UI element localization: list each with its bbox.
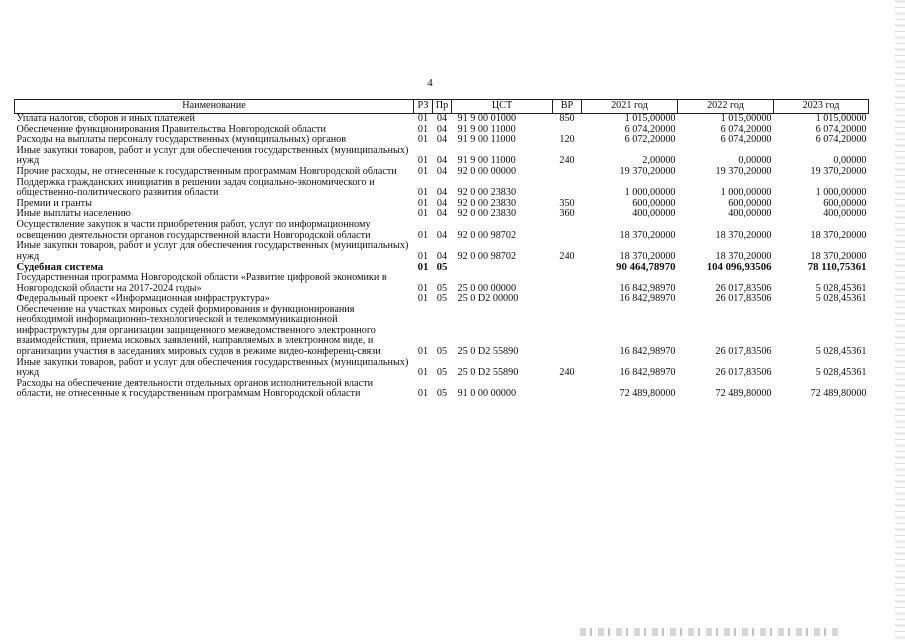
row-cst: 92 0 00 23830 (457, 197, 517, 209)
row-2021: 72 489,80000 (619, 388, 676, 400)
row-2023: 400,00000 (823, 208, 867, 220)
row-2021: 90 464,78970 (616, 261, 676, 274)
row-name: Судебная система (16, 261, 104, 274)
row-rz: 01 (417, 123, 429, 135)
row-vr: 350 (559, 197, 575, 209)
row-2023: 5 028,45361 (815, 367, 867, 379)
row-rz: 01 (417, 250, 429, 262)
table-row (15, 220, 869, 241)
row-pr: 05 (436, 282, 448, 294)
row-2022: 6 074,20000 (720, 134, 772, 146)
row-vr (553, 178, 582, 199)
row-pr: 05 (436, 346, 448, 358)
row-cst: 25 0 D2 55890 (457, 367, 519, 379)
row-vr (553, 379, 582, 400)
row-name: Расходы на выплаты персоналу государственных (муниципальных) органов (16, 134, 347, 146)
row-pr: 04 (436, 113, 448, 124)
page-number: 4 (427, 77, 433, 89)
row-rz: 01 (417, 388, 429, 400)
row-2023: 18 370,20000 (810, 250, 867, 262)
row-name: Осуществление закупок в части приобретения работ, услуг по информационному освещению деятельности органов государственной власти Новгородской области (16, 218, 371, 241)
table-row (15, 305, 869, 358)
row-name: Обеспечение на участках мировых судей формирования и функционирования необходимой информационно-технологической и телекоммуникационной инфраструктуры для организации защищенного межведомственного электронного взаимодействия, приема исковых заявлений, направляемых в электронном виде, и организации участия в заседаниях мировых судов в режиме видео-конференц-связи (16, 303, 381, 358)
row-vr (553, 305, 582, 358)
table-body (15, 114, 869, 401)
budget-table (14, 99, 869, 400)
table-row (15, 146, 869, 167)
row-cst: 92 0 00 23830 (457, 187, 517, 199)
header-2021: 2021 год (582, 100, 678, 114)
row-2023: 6 074,20000 (815, 134, 867, 146)
row-2023: 5 028,45361 (815, 346, 867, 358)
row-name: Обеспечение функционирования Правительства Новгородской области (16, 123, 326, 135)
row-rz: 01 (417, 165, 429, 177)
row-2023: 5 028,45361 (815, 282, 867, 294)
row-2023: 5 028,45361 (815, 293, 867, 305)
row-2022: 26 017,83506 (715, 367, 772, 379)
row-name: Федеральный проект «Информационная инфраструктура» (16, 293, 270, 305)
row-2022: 1 000,00000 (720, 187, 772, 199)
header-pr: Пр (433, 100, 452, 114)
row-2021: 16 842,98970 (619, 346, 676, 358)
row-vr (553, 273, 582, 294)
row-rz: 01 (417, 113, 429, 124)
row-2023: 6 074,20000 (815, 123, 867, 135)
row-2023: 1 015,00000 (815, 113, 867, 124)
row-rz: 01 (417, 155, 429, 167)
row-2022: 19 370,20000 (715, 165, 772, 177)
row-2023: 600,00000 (823, 197, 867, 209)
row-cst: 25 0 00 00000 (457, 282, 517, 294)
row-2022: 400,00000 (728, 208, 772, 220)
row-vr (553, 262, 582, 273)
row-2021: 1 000,00000 (624, 187, 676, 199)
row-rz: 01 (417, 134, 429, 146)
row-rz: 01 (417, 293, 429, 305)
table-row (15, 114, 869, 125)
row-cst (452, 262, 553, 273)
row-2021: 600,00000 (632, 197, 676, 209)
row-cst: 91 9 00 11000 (457, 155, 516, 167)
header-2023: 2023 год (774, 100, 869, 114)
row-vr (553, 220, 582, 241)
row-2023: 72 489,80000 (810, 388, 867, 400)
table-row (15, 379, 869, 400)
row-name: Иные закупки товаров, работ и услуг для обеспечения государственных (муниципальных) нужд (16, 240, 409, 262)
row-vr: 120 (559, 134, 575, 146)
row-vr: 240 (559, 367, 575, 379)
row-2022: 26 017,83506 (715, 282, 772, 294)
row-2023: 0,00000 (833, 155, 867, 167)
row-2021: 16 842,98970 (619, 293, 676, 305)
row-cst: 25 0 D2 55890 (457, 346, 519, 358)
row-pr: 04 (436, 187, 448, 199)
row-2023: 19 370,20000 (810, 165, 867, 177)
row-rz: 01 (417, 187, 429, 199)
header-vr: ВР (553, 100, 582, 114)
row-2022: 104 096,93506 (706, 261, 772, 274)
row-2022: 1 015,00000 (720, 113, 772, 124)
row-pr: 04 (436, 229, 448, 241)
row-pr: 04 (436, 197, 448, 209)
row-2021: 16 842,98970 (619, 367, 676, 379)
row-cst: 91 9 00 11000 (457, 123, 516, 135)
table-row (15, 178, 869, 199)
row-cst: 92 0 00 98702 (457, 250, 517, 262)
row-pr: 04 (436, 123, 448, 135)
row-rz: 01 (417, 208, 429, 220)
row-name: Иные закупки товаров, работ и услуг для обеспечения государственных (муниципальных) нужд (16, 144, 409, 167)
header-cst: ЦСТ (452, 100, 553, 114)
row-vr (553, 167, 582, 178)
row-name: Иные выплаты населению (16, 208, 131, 220)
row-2022: 72 489,80000 (715, 388, 772, 400)
header-rz: РЗ (414, 100, 433, 114)
row-name: Государственная программа Новгородской области «Развитие цифровой экономики в Новгородской области на 2017-2024 годы» (16, 271, 387, 294)
row-pr: 05 (436, 261, 448, 274)
header-name: Наименование (15, 100, 414, 114)
row-pr: 05 (436, 293, 448, 305)
row-2021: 19 370,20000 (619, 165, 676, 177)
row-2021: 18 370,20000 (619, 229, 676, 241)
row-2021: 6 072,20000 (624, 134, 676, 146)
row-name: Поддержка гражданских инициатив в решении задач социально-экономического и общественно-политического развития области (16, 176, 375, 199)
row-vr (553, 294, 582, 305)
row-2023: 18 370,20000 (810, 229, 867, 241)
row-2022: 18 370,20000 (715, 229, 772, 241)
row-name: Прочие расходы, не отнесенные к государственным программам Новгородской области (16, 165, 397, 177)
row-2021: 2,00000 (642, 155, 676, 167)
row-2022: 6 074,20000 (720, 123, 772, 135)
row-cst: 92 0 00 98702 (457, 229, 517, 241)
row-cst: 92 0 00 00000 (457, 165, 517, 177)
row-2022: 26 017,83506 (715, 293, 772, 305)
row-2023: 78 110,75361 (807, 261, 867, 274)
row-vr: 850 (559, 113, 575, 124)
table-row (15, 358, 869, 379)
row-rz: 01 (417, 282, 429, 294)
row-cst: 91 9 00 01000 (457, 113, 517, 124)
row-2022: 26 017,83506 (715, 346, 772, 358)
row-2021: 400,00000 (632, 208, 676, 220)
row-name: Расходы на обеспечение деятельности отдельных органов исполнительной власти области, не отнесенные к государственным программам Новгородской области (16, 377, 374, 400)
row-2022: 600,00000 (728, 197, 772, 209)
row-vr: 240 (559, 155, 575, 167)
row-pr: 04 (436, 250, 448, 262)
row-pr: 04 (436, 155, 448, 167)
row-pr: 04 (436, 165, 448, 177)
row-2021: 1 015,00000 (624, 113, 676, 124)
row-2021: 18 370,20000 (619, 250, 676, 262)
row-cst: 92 0 00 23830 (457, 208, 517, 220)
row-name: Премии и гранты (16, 197, 92, 209)
scan-edge-artifact (895, 0, 905, 640)
row-2022: 0,00000 (738, 155, 772, 167)
row-rz: 01 (417, 367, 429, 379)
row-pr: 05 (436, 388, 448, 400)
table-row (15, 167, 869, 178)
row-cst: 91 9 00 11000 (457, 134, 516, 146)
row-cst: 25 0 D2 00000 (457, 293, 519, 305)
table-header-row (15, 100, 869, 114)
row-vr: 240 (559, 250, 575, 262)
table-row (15, 273, 869, 294)
row-rz: 01 (417, 346, 429, 358)
row-pr: 04 (436, 134, 448, 146)
row-cst: 91 0 00 00000 (457, 388, 517, 400)
row-2023: 1 000,00000 (815, 187, 867, 199)
row-rz: 01 (417, 261, 429, 274)
table-row (15, 241, 869, 262)
row-rz: 01 (417, 197, 429, 209)
row-2021: 6 074,20000 (624, 123, 676, 135)
row-2021: 16 842,98970 (619, 282, 676, 294)
row-pr: 05 (436, 367, 448, 379)
scan-bottom-artifact (580, 628, 840, 636)
row-pr: 04 (436, 208, 448, 220)
row-vr: 360 (559, 208, 575, 220)
row-name: Иные закупки товаров, работ и услуг для обеспечения государственных (муниципальных) нужд (16, 356, 409, 379)
row-name: Уплата налогов, сборов и иных платежей (16, 113, 195, 124)
row-2022: 18 370,20000 (715, 250, 772, 262)
header-2022: 2022 год (678, 100, 774, 114)
row-rz: 01 (417, 229, 429, 241)
